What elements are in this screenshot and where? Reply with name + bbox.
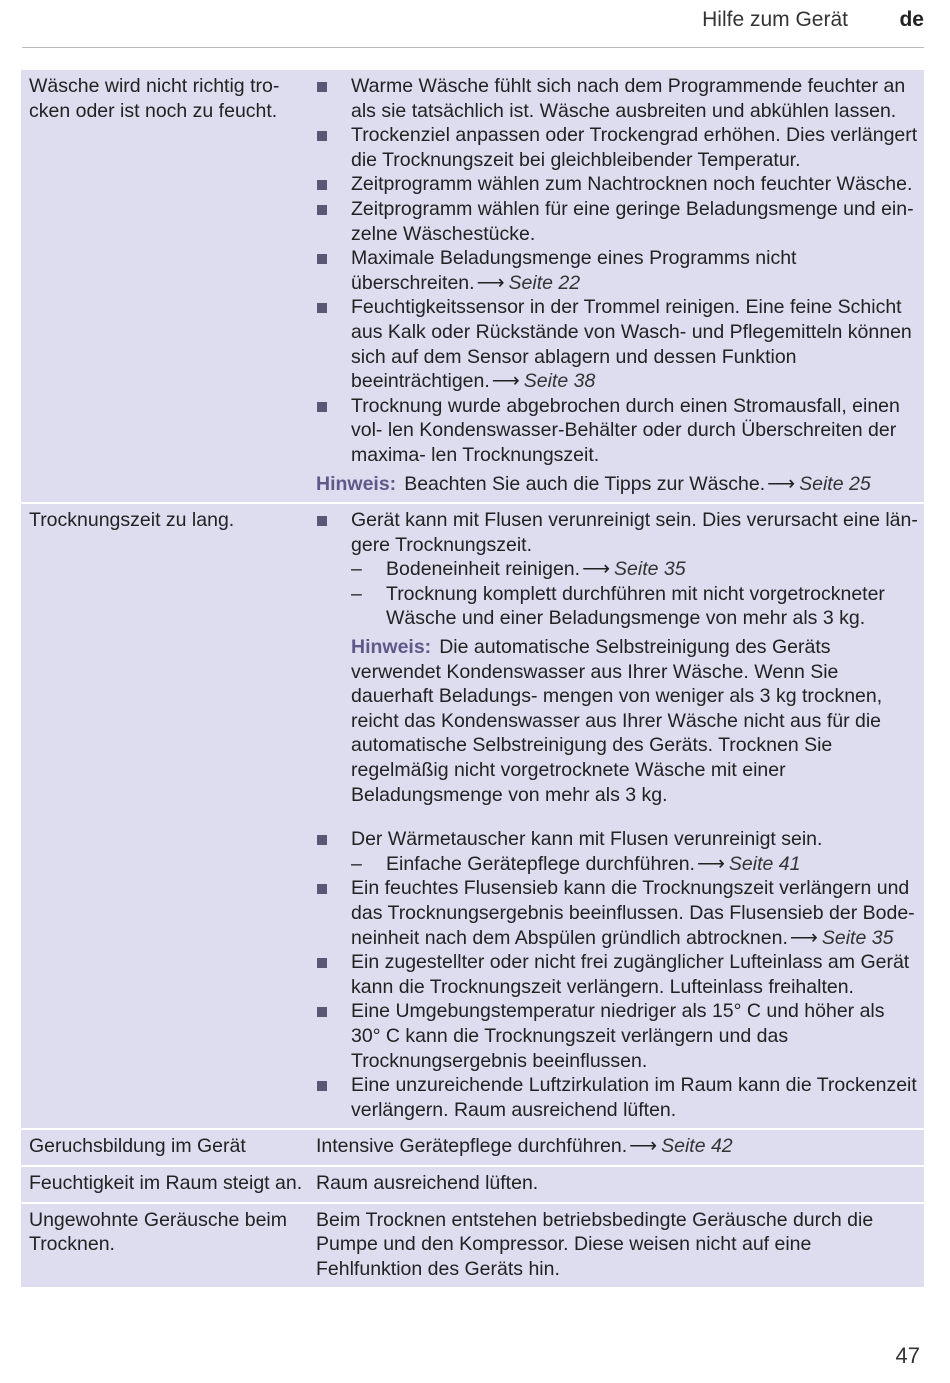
list-item: Zeitprogramm wählen zum Nachtrocknen noch feuchter Wäsche.	[316, 172, 918, 197]
list-item: Maximale Beladungsmenge eines Programms nicht überschreiten. ⟶ Seite 22	[316, 246, 918, 295]
list-item: Trocknung wurde abgebrochen durch einen Stromausfall, einen vol- len Kondenswasser-Behälter oder durch Überschreiten der maxima- len Trocknungszeit.	[316, 394, 918, 468]
arrow-right-icon: ⟶	[476, 271, 505, 294]
table-row	[21, 1204, 924, 1288]
bullet-icon	[317, 516, 327, 526]
bullet-icon	[317, 303, 327, 313]
page-reference[interactable]: Seite 25	[799, 472, 871, 495]
list-item: Ein zugestellter oder nicht frei zugänglicher Lufteinlass am Gerät kann die Trocknungszeit verlängern. Lufteinlass freihalten.	[316, 950, 918, 999]
table-row	[21, 70, 924, 502]
remedy-list	[316, 74, 918, 468]
remedy-cell	[308, 504, 924, 1128]
hint-note: Hinweis: Beachten Sie auch die Tipps zur Wäsche. ⟶ Seite 25	[316, 472, 871, 495]
list-item: Eine Umgebungstemperatur niedriger als 15° C und höher als 30° C kann die Trocknungszeit verlängern und das Trocknungsergebnis beeinflussen.	[316, 999, 918, 1073]
page-reference[interactable]: Seite 35	[614, 558, 686, 581]
bullet-icon	[317, 884, 327, 894]
page-reference[interactable]: Seite 38	[523, 370, 596, 393]
remedy-cell: Raum ausreichend lüften.	[308, 1167, 924, 1202]
list-item: Zeitprogramm wählen für eine geringe Beladungsmenge und ein- zelne Wäschestücke.	[316, 197, 918, 246]
list-item: Ein feuchtes Flusensieb kann die Trocknungszeit verlängern und das Trocknungsergebnis beeinflussen. Das Flusensieb der Bode- neinheit nach dem Abspülen gründlich abtrocknen. ⟶ Seite 35	[316, 876, 918, 950]
problem-cell: Ungewohnte Geräusche beim Trocknen.	[21, 1204, 308, 1288]
page-reference[interactable]: Seite 35	[821, 926, 894, 949]
page-reference[interactable]: Seite 42	[661, 1135, 733, 1158]
page-reference[interactable]: Seite 41	[728, 852, 801, 875]
bullet-icon	[317, 131, 327, 141]
hint-note: Hinweis: Die automatische Selbstreinigung des Geräts verwendet Kondenswasser aus Ihrer Wäsche. Wenn Sie dauerhaft Beladungs- mengen von weniger als 3 kg trocknen, reicht das Kondenswasser aus Ihrer Wäsche nicht aus für die automatische Selbstreinigung des Geräts. Trocknen Sie regelmäßig nicht vorgetrocknete Wäsche mit einer Beladungsmenge von mehr als 3 kg.	[351, 636, 883, 806]
remedy-cell: Beim Trocknen entstehen betriebsbedingte Geräusche durch die Pumpe und den Kompressor. Diese weisen nicht auf eine Fehlfunktion des Geräts hin.	[308, 1204, 924, 1288]
bullet-icon	[317, 835, 327, 845]
list-item: Feuchtigkeitssensor in der Trommel reinigen. Eine feine Schicht aus Kalk oder Rückstände von Wasch- und Pflegemitteln können sich auf dem Sensor ablagern und dessen Funktion beeinträchtigen. ⟶ Seite 38	[316, 295, 918, 393]
sub-list	[351, 852, 918, 877]
bullet-icon	[317, 402, 327, 412]
list-item: Warme Wäsche fühlt sich nach dem Programmende feuchter an als sie tatsächlich ist. Wäsche ausbreiten und abkühlen lassen.	[316, 74, 918, 123]
arrow-right-icon: ⟶	[629, 1135, 658, 1158]
arrow-right-icon: ⟶	[767, 472, 796, 495]
bullet-icon	[317, 1007, 327, 1017]
hint-label: Hinweis:	[351, 636, 432, 659]
sub-list-item: – Trocknung komplett durchführen mit nicht vorgetrockneter Wäsche und einer Beladungsmenge von mehr als 3 kg.	[351, 582, 885, 630]
section-title: Hilfe zum Gerät	[702, 8, 848, 31]
bullet-icon	[317, 82, 327, 92]
sub-list-item: – Einfache Gerätepflege durchführen. ⟶ Seite 41	[351, 852, 801, 875]
list-item: Gerät kann mit Flusen verunreinigt sein. Dies verursacht eine län- gere Trocknungszeit. – Bodeneinheit reinigen. ⟶ Seite 35 – Trocknung komplett durchführen mit nicht vorgetrockneter Wäsche und einer Beladungsmenge von mehr als 3 kg. Hinweis: Die automatische Selbstreinigung des Geräts verwendet Kondenswasser aus Ihrer Wäsche. Wenn Sie dauerhaft Beladungs- mengen von weniger als 3 kg trocknen, reicht das Kondenswasser aus Ihrer Wäsche nicht aus für die automatische Selbstreinigung des Geräts. Trocknen Sie regelmäßig nicht vorgetrocknete Wäsche mit einer Beladungsmenge von mehr als 3 kg.	[316, 508, 918, 827]
dash-icon: –	[351, 852, 362, 875]
remedy-list	[316, 508, 918, 1122]
troubleshooting-table	[21, 68, 924, 1289]
sub-list-item: – Bodeneinheit reinigen. ⟶ Seite 35	[351, 558, 686, 581]
bullet-icon	[317, 958, 327, 968]
language-code: de	[899, 8, 924, 31]
list-item: Eine unzureichende Luftzirkulation im Raum kann die Trockenzeit verlängern. Raum ausreichend lüften.	[316, 1073, 918, 1122]
bullet-icon	[317, 254, 327, 264]
remedy-cell: Intensive Gerätepflege durchführen. ⟶ Seite 42	[308, 1130, 924, 1165]
list-item: Der Wärmetauscher kann mit Flusen verunreinigt sein. – Einfache Gerätepflege durchführen. ⟶ Seite 41	[316, 827, 918, 876]
arrow-right-icon: ⟶	[789, 926, 818, 949]
problem-cell: Wäsche wird nicht richtig tro- cken oder ist noch zu feucht.	[21, 70, 308, 502]
problem-cell: Feuchtigkeit im Raum steigt an.	[21, 1167, 308, 1202]
bullet-icon	[317, 205, 327, 215]
page-number: 47	[895, 1343, 920, 1368]
problem-cell: Geruchsbildung im Gerät	[21, 1130, 308, 1165]
arrow-right-icon: ⟶	[491, 370, 520, 393]
table-row	[21, 1167, 924, 1202]
bullet-icon	[317, 180, 327, 190]
page-header	[0, 8, 950, 38]
header-divider	[22, 47, 924, 48]
dash-icon: –	[351, 558, 362, 581]
hint-label: Hinweis:	[316, 472, 397, 495]
problem-cell: Trocknungszeit zu lang.	[21, 504, 308, 1128]
dash-icon: –	[351, 582, 362, 605]
page-reference[interactable]: Seite 22	[508, 271, 581, 294]
arrow-right-icon: ⟶	[582, 558, 611, 581]
table-row	[21, 1130, 924, 1165]
remedy-cell	[308, 70, 924, 502]
sub-list	[351, 557, 918, 631]
table-row	[21, 504, 924, 1128]
spacer	[351, 807, 918, 827]
list-item: Trockenziel anpassen oder Trockengrad erhöhen. Dies verlängert die Trocknungszeit bei gleichbleibender Temperatur.	[316, 123, 918, 172]
bullet-icon	[317, 1081, 327, 1091]
arrow-right-icon: ⟶	[696, 852, 725, 875]
